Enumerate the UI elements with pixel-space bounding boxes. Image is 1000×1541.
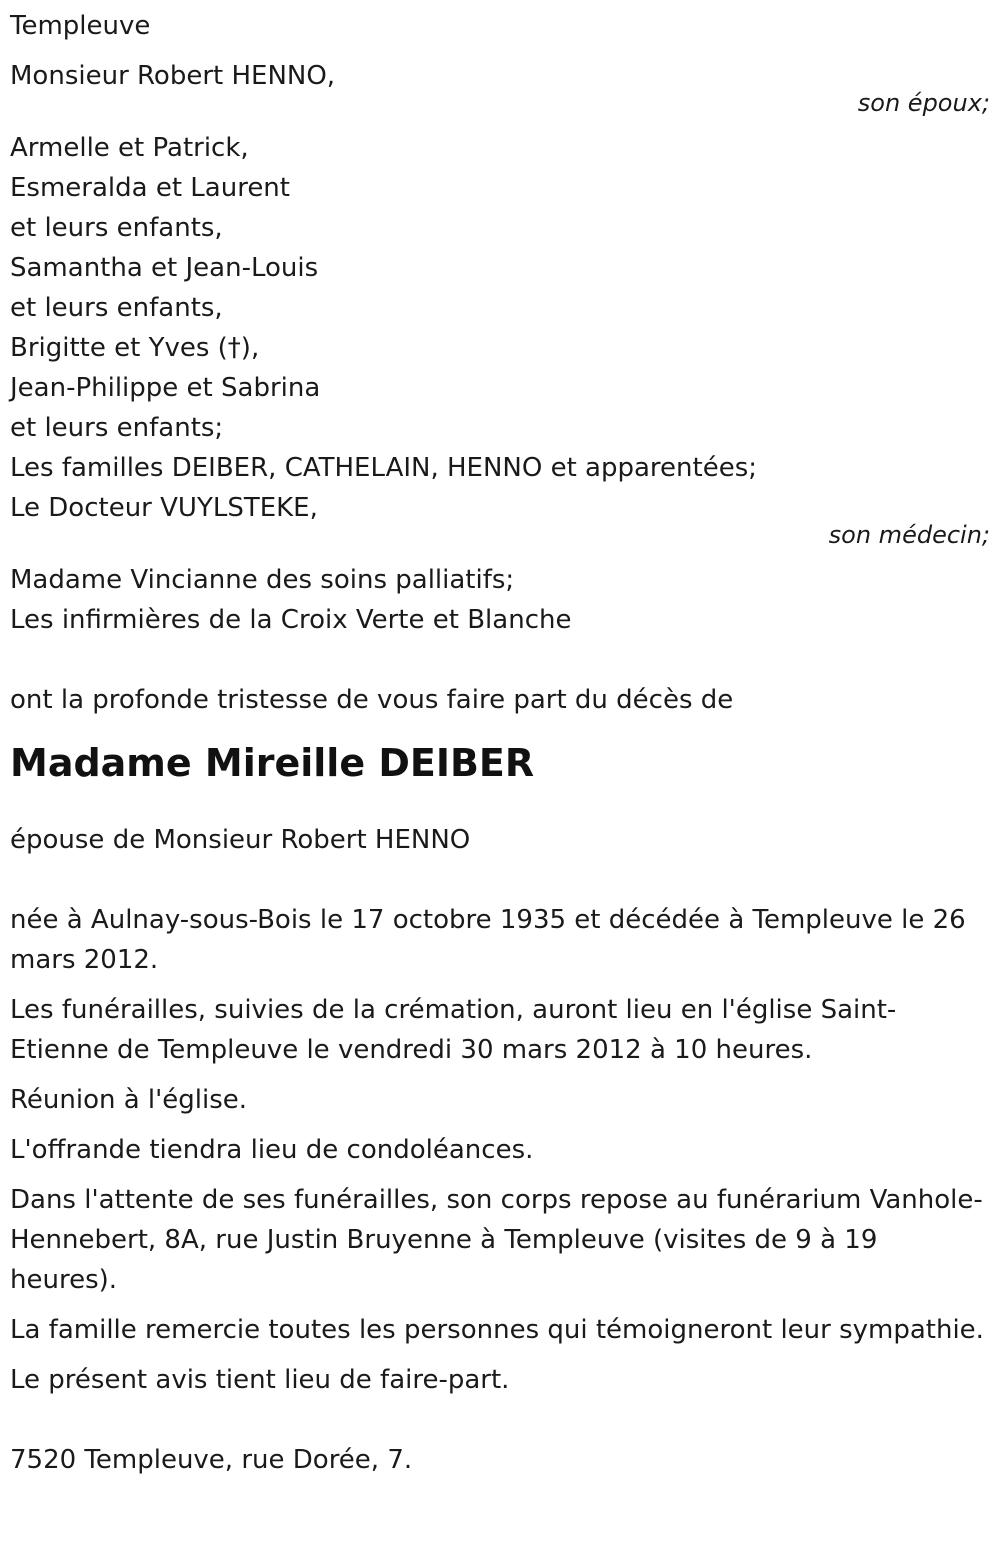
doctor-name: Le Docteur VUYLSTEKE, <box>10 493 318 523</box>
family-member: Armelle et Patrick, <box>10 133 249 163</box>
others-list <box>10 560 990 640</box>
family-member: Jean-Philippe et Sabrina <box>10 373 321 403</box>
meeting-info: Réunion à l'église. <box>10 1085 248 1115</box>
family-list <box>10 128 990 488</box>
doctor-role: son médecin; <box>828 521 990 549</box>
town-heading: Templeuve <box>10 11 151 41</box>
spacer <box>10 640 990 680</box>
deceased-relation: épouse de Monsieur Robert HENNO <box>10 825 471 855</box>
spacer <box>10 786 990 820</box>
offering-info: L'offrande tiendra lieu de condoléances. <box>10 1135 534 1165</box>
resting-info: Dans l'attente de ses funérailles, son corps repose au funérarium Vanhole-Hennebert, 8A, rue Justin Bruyenne à Templeuve (visites de 9 à 19 heures). <box>10 1185 983 1295</box>
funeral-info: Les funérailles, suivies de la crémation, auront lieu en l'église Saint-Etienne de Templeuve le vendredi 30 mars 2012 à 10 heures. <box>10 995 897 1065</box>
deceased-name: Madame Mireille DEIBER <box>10 741 535 785</box>
spouse-name: Monsieur Robert HENNO, <box>10 61 336 91</box>
notice-info: Le présent avis tient lieu de faire-part. <box>10 1365 510 1395</box>
family-member: et leurs enfants, <box>10 213 223 243</box>
thanks-info: La famille remercie toutes les personnes qui témoigneront leur sympathie. <box>10 1315 984 1345</box>
family-member: et leurs enfants; <box>10 413 224 443</box>
address: 7520 Templeuve, rue Dorée, 7. <box>10 1445 413 1475</box>
spouse-role: son époux; <box>857 89 990 117</box>
spacer <box>10 1400 990 1440</box>
family-member: Esmeralda et Laurent <box>10 173 290 203</box>
announcement-intro: ont la profonde tristesse de vous faire part du décès de <box>10 685 734 715</box>
birth-death-info: née à Aulnay-sous-Bois le 17 octobre 1935 et décédée à Templeuve le 26 mars 2012. <box>10 905 966 975</box>
family-member: et leurs enfants, <box>10 293 223 323</box>
other-mourner: Les infirmières de la Croix Verte et Blanche <box>10 605 572 635</box>
other-mourner: Madame Vincianne des soins palliatifs; <box>10 565 515 595</box>
spacer <box>10 860 990 900</box>
family-member: Les familles DEIBER, CATHELAIN, HENNO et apparentées; <box>10 453 758 483</box>
family-member: Brigitte et Yves (†), <box>10 333 260 363</box>
family-member: Samantha et Jean-Louis <box>10 253 319 283</box>
